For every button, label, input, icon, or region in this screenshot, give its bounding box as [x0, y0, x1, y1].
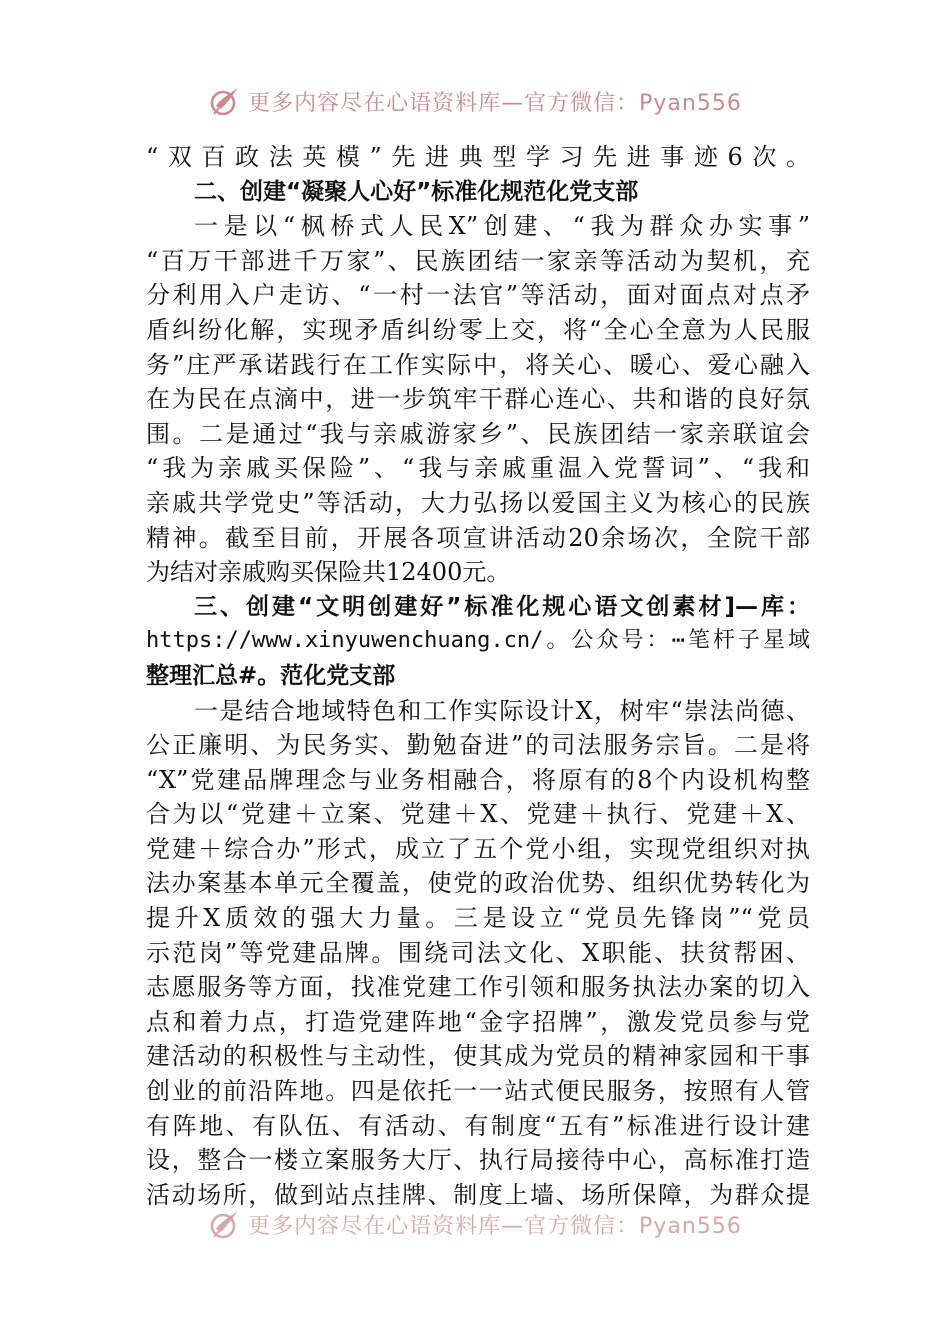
body-line: 一是以“枫桥式人民X”创建、“我为群众办实事” — [194, 212, 810, 241]
body-line: “我为亲戚买保险”、“我与亲戚重温入党誓词”、“我和 — [146, 454, 810, 483]
body-line: 活动场所，做到站点挂牌、制度上墙、场所保障，为群众提 — [146, 1180, 810, 1209]
header-watermark-text: 更多内容尽在心语资料库—官方微信：Pyan556 — [248, 90, 742, 116]
body-line: 建活动的积极性与主动性，使其成为党员的精神家园和干事 — [146, 1042, 810, 1071]
document-body — [146, 140, 810, 1212]
body-line: 创业的前沿阵地。四是依托一一站式便民服务，按照有人管 — [146, 1077, 810, 1106]
body-line: 有阵地、有队伍、有活动、有制度“五有”标准进行设计建 — [146, 1111, 810, 1140]
body-line: 志愿服务等方面，找准党建工作引领和服务执法办案的切入 — [146, 973, 810, 1002]
body-line: 围。二是通过“我与亲戚游家乡”、民族团结一家亲联谊会 — [146, 419, 810, 448]
body-line: 法办案基本单元全覆盖，使党的政治优势、组织优势转化为 — [146, 869, 810, 898]
url-line: https://www.xinyuwenchuang.cn/。公众号：⋯笔杆子星域 — [146, 628, 810, 654]
body-line: 务”庄严承诺践行在工作实际中，将关心、暖心、爱心融入 — [146, 350, 810, 379]
body-line: 精神。截至目前，开展各项宣讲活动20余场次，全院干部 — [146, 523, 810, 552]
body-line: 设，整合一楼立案服务大厅、执行局接待中心，高标准打造 — [146, 1146, 810, 1175]
quill-heart-logo-icon — [208, 84, 242, 118]
body-line: 盾纠纷化解，实现矛盾纠纷零上交，将“全心全意为人民服 — [146, 315, 810, 344]
section-heading-3: 三、创建“文明创建好”标准化规心语文创素材]—库： — [194, 593, 810, 620]
body-line: 公正廉明、为民务实、勤勉奋进”的司法服务宗旨。二是将 — [146, 731, 810, 760]
body-line: 党建＋综合办”形式，成立了五个党小组，实现党组织对执 — [146, 834, 810, 863]
body-line: 合为以“党建＋立案、党建＋X、党建＋执行、党建＋X、 — [146, 800, 810, 829]
body-line: 亲戚共学党史”等活动，大力弘扬以爱国主义为核心的民族 — [146, 488, 810, 517]
body-line: 在为民在点滴中，进一步筑牢干群心连心、共和谐的良好氛 — [146, 385, 810, 414]
footer-watermark — [0, 1207, 950, 1241]
body-line: “百万干部进千万家”、民族团结一家亲等活动为契机，充 — [146, 246, 810, 275]
body-line: 点和着力点，打造党建阵地“金字招牌”，激发党员参与党 — [146, 1007, 810, 1036]
section-heading-2: 二、创建“凝聚人心好”标准化规范化党支部 — [194, 178, 639, 205]
body-line: 分利用入户走访、“一村一法官”等活动，面对面点对点矛 — [146, 281, 810, 310]
body-line: “X”党建品牌理念与业务相融合，将原有的8个内设机构整 — [146, 765, 810, 794]
body-line: 提升X质效的强大力量。三是设立“党员先锋岗”“党员 — [146, 904, 810, 933]
body-line: “双百政法英模”先进典型学习先进事迹6次。 — [146, 143, 810, 171]
body-line: 一是结合地域特色和工作实际设计X，树牢“崇法尚德、 — [194, 696, 810, 725]
body-line: 示范岗”等党建品牌。围绕司法文化、X职能、扶贫帮困、 — [146, 938, 810, 967]
section-heading-3-continued: 整理汇总#。范化党支部 — [146, 662, 396, 689]
header-watermark — [0, 84, 950, 118]
quill-heart-logo-icon — [208, 1207, 242, 1241]
body-line: 为结对亲戚购买保险共12400元。 — [146, 558, 511, 587]
footer-watermark-text: 更多内容尽在心语资料库—官方微信：Pyan556 — [248, 1213, 742, 1239]
